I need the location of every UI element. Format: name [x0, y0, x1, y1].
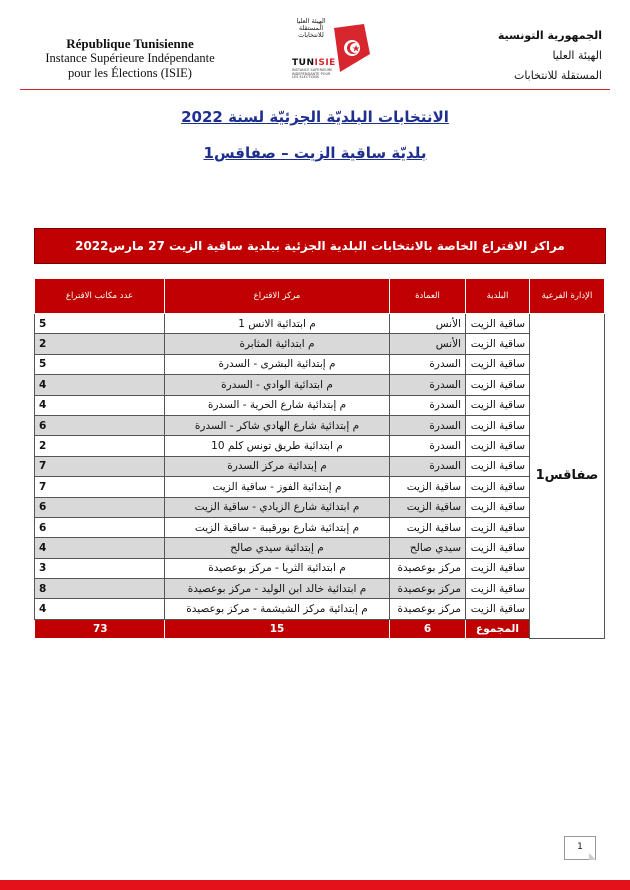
cell-count: 5: [35, 354, 165, 374]
cell-baladia: ساقية الزيت: [466, 334, 530, 354]
table-row: [35, 395, 605, 415]
cell-count: 8: [35, 579, 165, 599]
cell-baladia: ساقية الزيت: [466, 456, 530, 476]
cell-count: 6: [35, 415, 165, 435]
table-row: [35, 436, 605, 456]
cell-baladia: ساقية الزيت: [466, 599, 530, 619]
cell-markaz: م إبتدائية البشرى - السدرة: [165, 354, 390, 374]
cell-count: 2: [35, 436, 165, 456]
polling-centers-table: [34, 278, 605, 639]
cell-markaz: م إبتدائية مركز الشيشمة - مركز بوعصيدة: [165, 599, 390, 619]
header-divider: [20, 89, 610, 90]
cell-baladia: ساقية الزيت: [466, 436, 530, 456]
page-subtitle: بلديّة ساقية الزيت – صفاقس1: [203, 144, 427, 162]
cell-count: 6: [35, 517, 165, 537]
header-baladia: البلدية: [466, 279, 530, 314]
cell-markaz: م ابتدائية طريق تونس كلم 10: [165, 436, 390, 456]
page-title: الانتخابات البلديّة الجزئيّة لسنة 2022: [181, 108, 449, 126]
cell-markaz: م إبتدائية شارع الحرية - السدرة: [165, 395, 390, 415]
logo-tun: TUN: [292, 58, 315, 68]
cell-imada: السدرة: [390, 354, 466, 374]
cell-markaz: م ابتدائية الثريا - مركز بوعصيدة: [165, 558, 390, 578]
total-markaz: 15: [165, 619, 390, 638]
cell-imada: السدرة: [390, 456, 466, 476]
table-row: [35, 497, 605, 517]
cell-imada: الأنس: [390, 334, 466, 354]
logo-arabic-text: الهيئة العليا المستقلة للانتخابات: [296, 17, 326, 39]
cell-count: 4: [35, 375, 165, 395]
table-body: [35, 314, 605, 639]
cell-baladia: ساقية الزيت: [466, 395, 530, 415]
table-row: [35, 579, 605, 599]
cell-imada: مركز بوعصيدة: [390, 599, 466, 619]
cell-count: 7: [35, 477, 165, 497]
cell-imada: مركز بوعصيدة: [390, 558, 466, 578]
header-ar-line1: الجمهورية التونسية: [497, 29, 602, 42]
table-row: [35, 456, 605, 476]
cell-markaz: م إبتدائية الفوز - ساقية الزيت: [165, 477, 390, 497]
cell-count: 3: [35, 558, 165, 578]
header-french-block: [30, 36, 230, 81]
cell-count: 7: [35, 456, 165, 476]
cell-count: 2: [35, 334, 165, 354]
header-imada: العمادة: [390, 279, 466, 314]
table-banner: مراكز الاقتراع الخاصة بالانتخابات البلدية الجزئية ببلدية ساقية الزيت 27 مارس2022: [34, 228, 606, 264]
cell-imada: السدرة: [390, 436, 466, 456]
header-arabic-block: [472, 26, 602, 86]
header-ar-line2: الهيئة العليا: [552, 49, 602, 62]
header-markaz: مركز الاقتراع: [165, 279, 390, 314]
header-fr-line2: Instance Supérieure Indépendante: [45, 51, 215, 65]
cell-imada: السدرة: [390, 375, 466, 395]
table-row: [35, 415, 605, 435]
isie-logo: [288, 18, 378, 78]
cell-imada: السدرة: [390, 415, 466, 435]
cell-imada: ساقية الزيت: [390, 517, 466, 537]
table-total-row: [35, 619, 605, 638]
cell-baladia: ساقية الزيت: [466, 375, 530, 395]
cell-baladia: ساقية الزيت: [466, 517, 530, 537]
cell-imada: ساقية الزيت: [390, 477, 466, 497]
cell-count: 4: [35, 395, 165, 415]
cell-imada: سيدي صالح: [390, 538, 466, 558]
cell-count: 4: [35, 538, 165, 558]
header-fr-line3: pour les Élections (ISIE): [68, 66, 192, 80]
footer-bar: [0, 880, 630, 890]
cell-baladia: ساقية الزيت: [466, 314, 530, 334]
logo-isie: ISIE: [314, 58, 336, 68]
total-count: 73: [35, 619, 165, 638]
cell-markaz: م إبتدائية مركز السدرة: [165, 456, 390, 476]
cell-imada: مركز بوعصيدة: [390, 579, 466, 599]
header-ar-line3: المستقلة للانتخابات: [513, 69, 602, 82]
cell-markaz: م ابتدائية المثابرة: [165, 334, 390, 354]
page-number: 1: [564, 836, 596, 860]
total-imada: 6: [390, 619, 466, 638]
cell-baladia: ساقية الزيت: [466, 579, 530, 599]
cell-baladia: ساقية الزيت: [466, 497, 530, 517]
cell-baladia: ساقية الزيت: [466, 538, 530, 558]
table-row: [35, 538, 605, 558]
cell-imada: الأنس: [390, 314, 466, 334]
cell-markaz: م إبتدائية سيدي صالح: [165, 538, 390, 558]
table-header-row: [35, 279, 605, 314]
cell-idara: صفاقس1: [530, 314, 605, 639]
cell-markaz: م ابتدائية الانس 1: [165, 314, 390, 334]
cell-count: 4: [35, 599, 165, 619]
cell-imada: ساقية الزيت: [390, 497, 466, 517]
tunisia-flag-icon: [334, 24, 370, 72]
table-row: [35, 517, 605, 537]
cell-baladia: ساقية الزيت: [466, 558, 530, 578]
cell-markaz: م إبتدائية شارع الهادي شاكر - السدرة: [165, 415, 390, 435]
logo-wordmark: [292, 58, 336, 68]
cell-markaz: م إبتدائية شارع بورقيبة - ساقية الزيت: [165, 517, 390, 537]
total-label: المجموع: [466, 619, 530, 638]
cell-count: 5: [35, 314, 165, 334]
cell-baladia: ساقية الزيت: [466, 477, 530, 497]
cell-markaz: م ابتدائية خالد ابن الوليد - مركز بوعصيدة: [165, 579, 390, 599]
cell-markaz: م ابتدائية شارع الزيادي - ساقية الزيت: [165, 497, 390, 517]
header-fr-line1: République Tunisienne: [66, 36, 194, 51]
table-row: [35, 334, 605, 354]
logo-french-text: INSTANCE SUPERIEURE INDEPENDANTE POUR LES ELECTIONS: [292, 68, 333, 79]
cell-baladia: ساقية الزيت: [466, 354, 530, 374]
cell-baladia: ساقية الزيت: [466, 415, 530, 435]
cell-markaz: م ابتدائية الوادي - السدرة: [165, 375, 390, 395]
table-row: [35, 375, 605, 395]
header-idara: الإدارة الفرعية: [530, 279, 605, 314]
table-row: [35, 558, 605, 578]
table-row: [35, 599, 605, 619]
table-row: [35, 354, 605, 374]
table-row: [35, 314, 605, 334]
cell-imada: السدرة: [390, 395, 466, 415]
header-count: عدد مكاتب الاقتراع: [35, 279, 165, 314]
table-row: [35, 477, 605, 497]
cell-count: 6: [35, 497, 165, 517]
